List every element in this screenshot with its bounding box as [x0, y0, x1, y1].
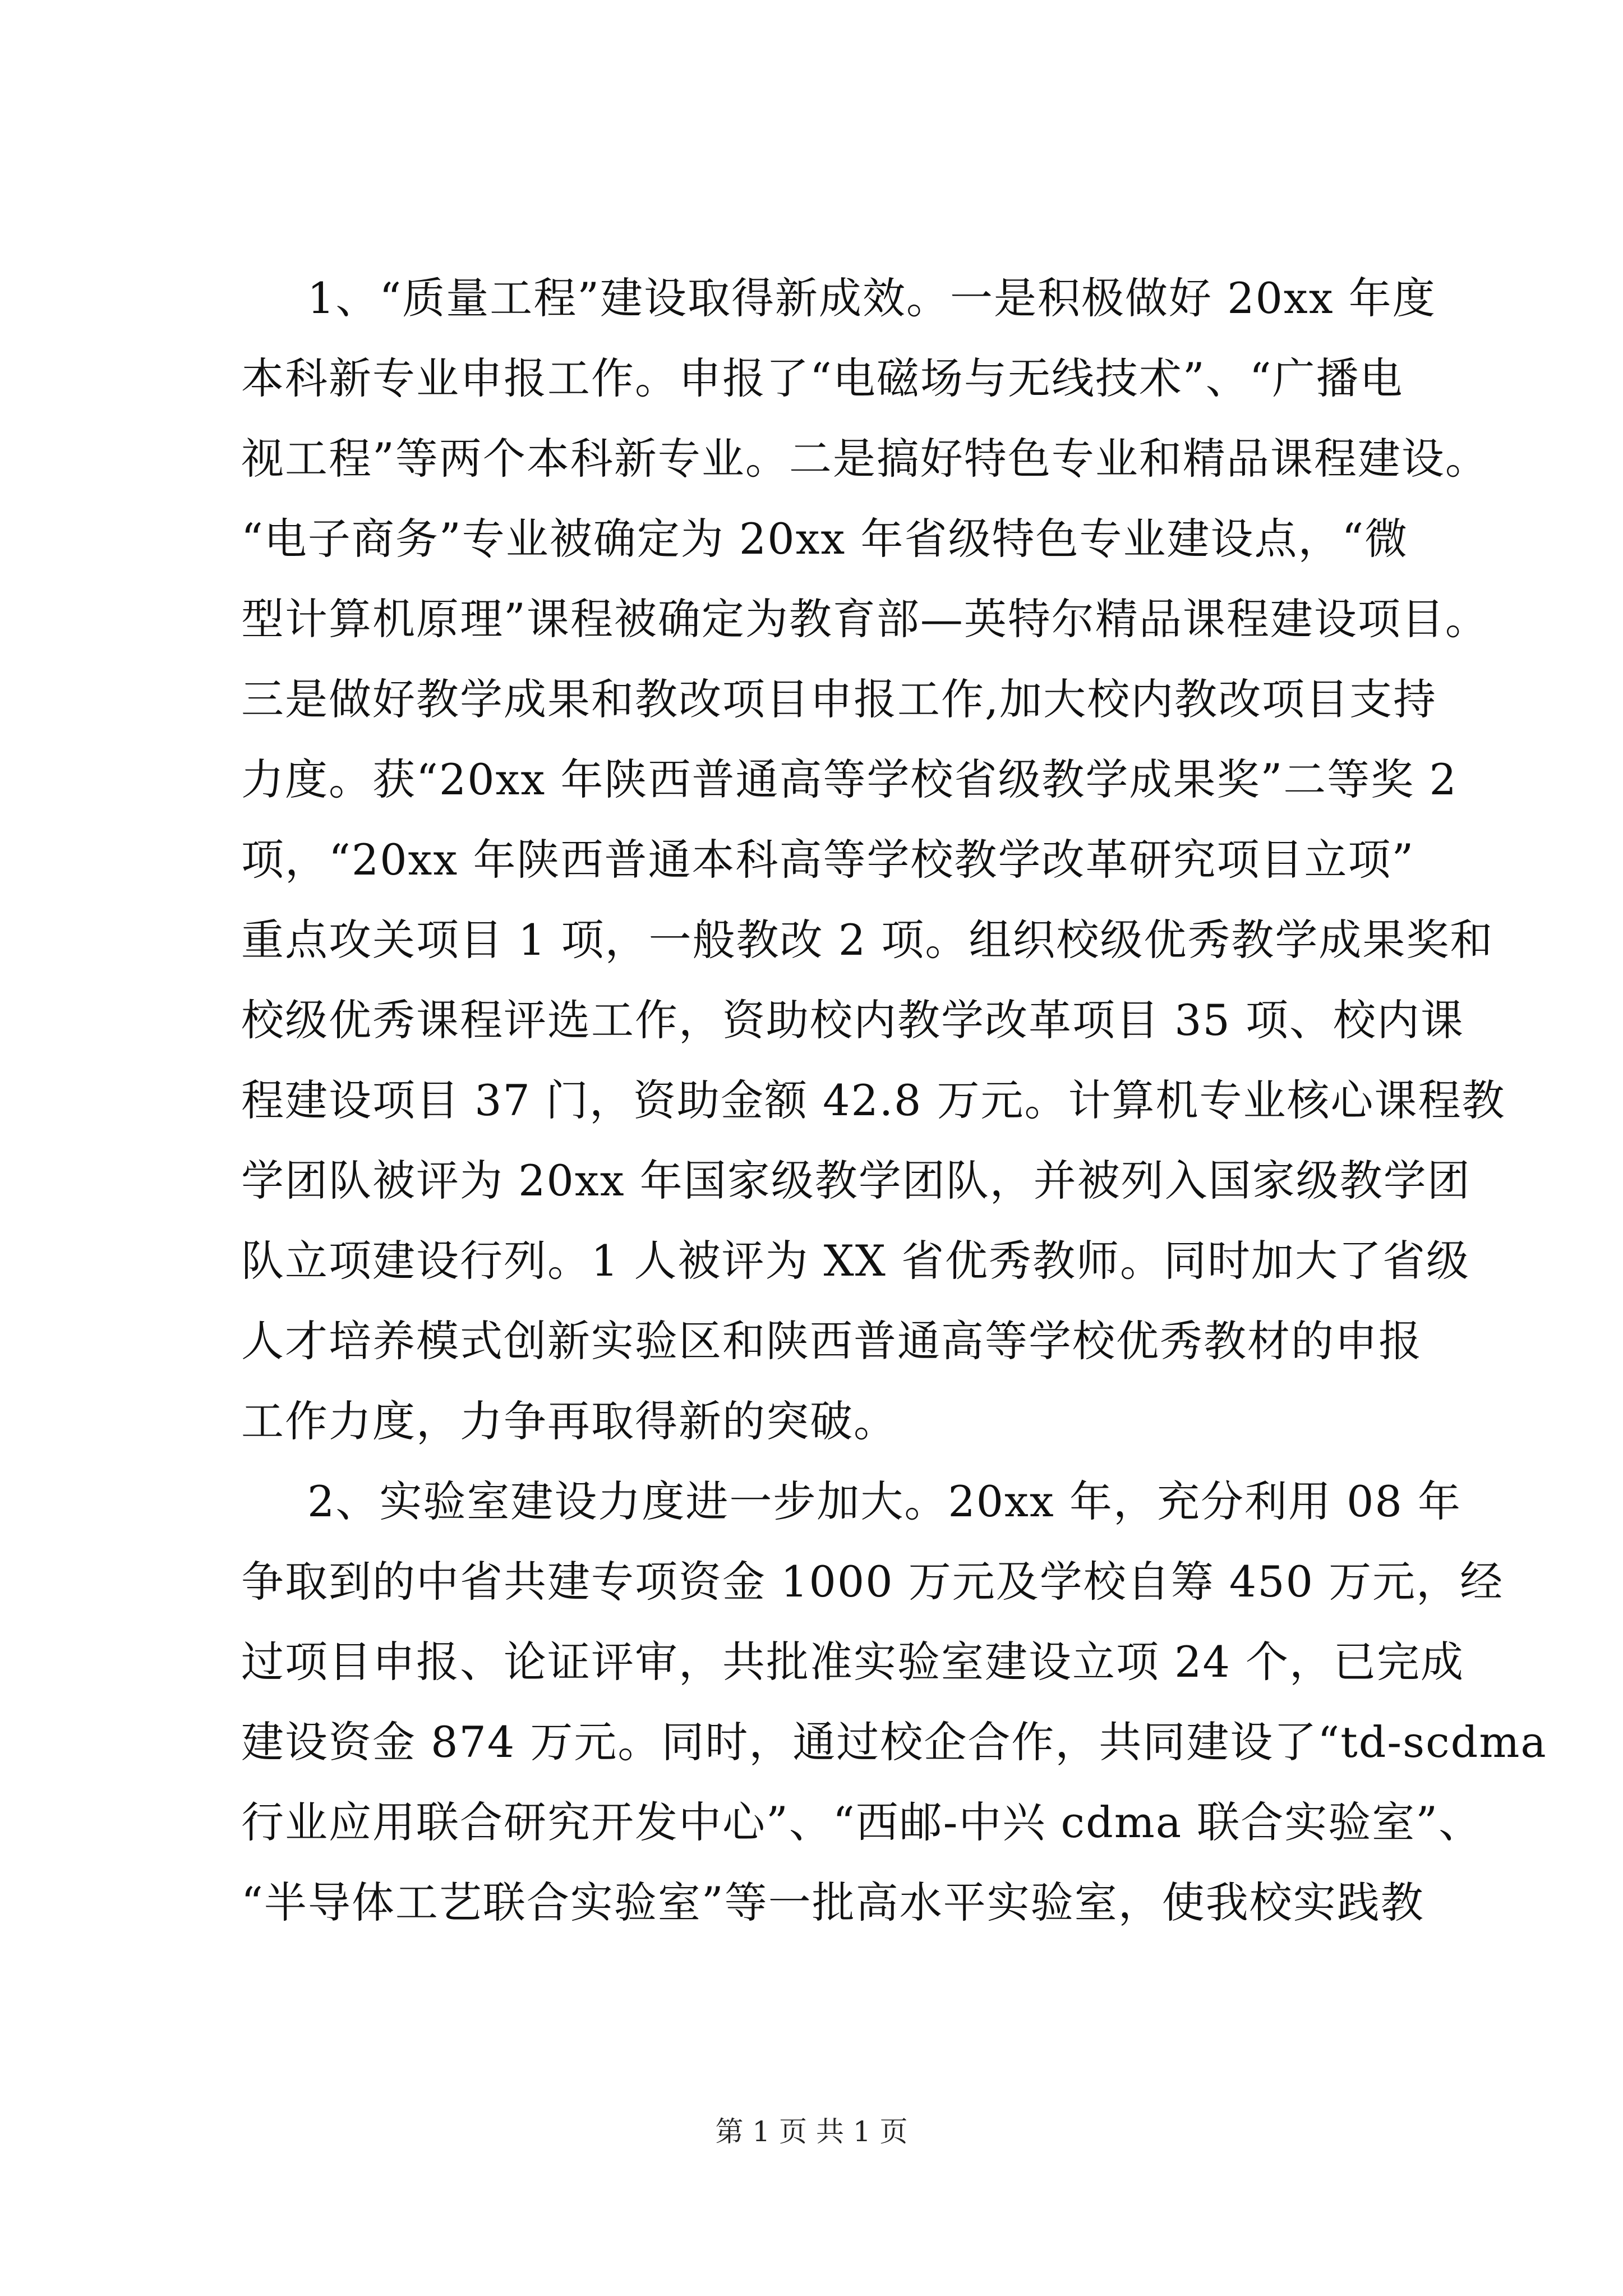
paragraph-1-line: 人才培养模式创新实验区和陕西普通高等学校优秀教材的申报 — [241, 1316, 1422, 1366]
paragraph-2-line: “半导体工艺联合实验室”等一批高水平实验室，使我校实践教 — [241, 1878, 1424, 1927]
paragraph-1-line: 1、“质量工程”建设取得新成效。一是积极做好 20xx 年度 — [307, 273, 1436, 323]
paragraph-1-line: 工作力度，力争再取得新的突破。 — [241, 1396, 897, 1446]
paragraph-1-line: 学团队被评为 20xx 年国家级教学团队，并被列入国家级教学团 — [241, 1156, 1471, 1205]
paragraph-2-line: 过项目申报、论证评审，共批准实验室建设立项 24 个，已完成 — [241, 1637, 1465, 1687]
paragraph-2-line: 2、实验室建设力度进一步加大。20xx 年，充分利用 08 年 — [307, 1476, 1461, 1526]
paragraph-1-line: 项，“20xx 年陕西普通本科高等学校教学改革研究项目立项” — [241, 835, 1415, 885]
paragraph-1-line: 校级优秀课程评选工作，资助校内教学改革项目 35 项、校内课 — [241, 995, 1465, 1045]
paragraph-1-line: 队立项建设行列。1 人被评为 XX 省优秀教师。同时加大了省级 — [241, 1236, 1470, 1286]
paragraph-2-line: 建设资金 874 万元。同时，通过校企合作，共同建设了“td-scdma — [241, 1717, 1547, 1767]
paragraph-1-line: 程建设项目 37 门，资助金额 42.8 万元。计算机专业核心课程教 — [241, 1075, 1506, 1125]
paragraph-2-line: 争取到的中省共建专项资金 1000 万元及学校自筹 450 万元，经 — [241, 1557, 1504, 1607]
paragraph-1-line: 视工程”等两个本科新专业。二是搞好特色专业和精品课程建设。 — [241, 434, 1489, 484]
paragraph-1-line: 型计算机原理”课程被确定为教育部—英特尔精品课程建设项目。 — [241, 594, 1489, 644]
paragraph-1-line: 本科新专业申报工作。申报了“电磁场与无线技术”、“广播电 — [241, 353, 1404, 403]
paragraph-1-line: 力度。获“20xx 年陕西普通高等学校省级教学成果奖”二等奖 2 — [241, 754, 1458, 804]
document-body — [241, 258, 1547, 1943]
paragraph-2-line: 行业应用联合研究开发中心”、“西邮-中兴 cdma 联合实验室”、 — [241, 1797, 1483, 1847]
paragraph-1-line: 三是做好教学成果和教改项目申报工作,加大校内教改项目支持 — [241, 674, 1437, 724]
page-footer: 第 1 页 共 1 页 — [715, 2115, 908, 2148]
paragraph-1-line: 重点攻关项目 1 项，一般教改 2 项。组织校级优秀教学成果奖和 — [241, 915, 1494, 965]
paragraph-1-line: “电子商务”专业被确定为 20xx 年省级特色专业建设点，“微 — [241, 514, 1409, 564]
